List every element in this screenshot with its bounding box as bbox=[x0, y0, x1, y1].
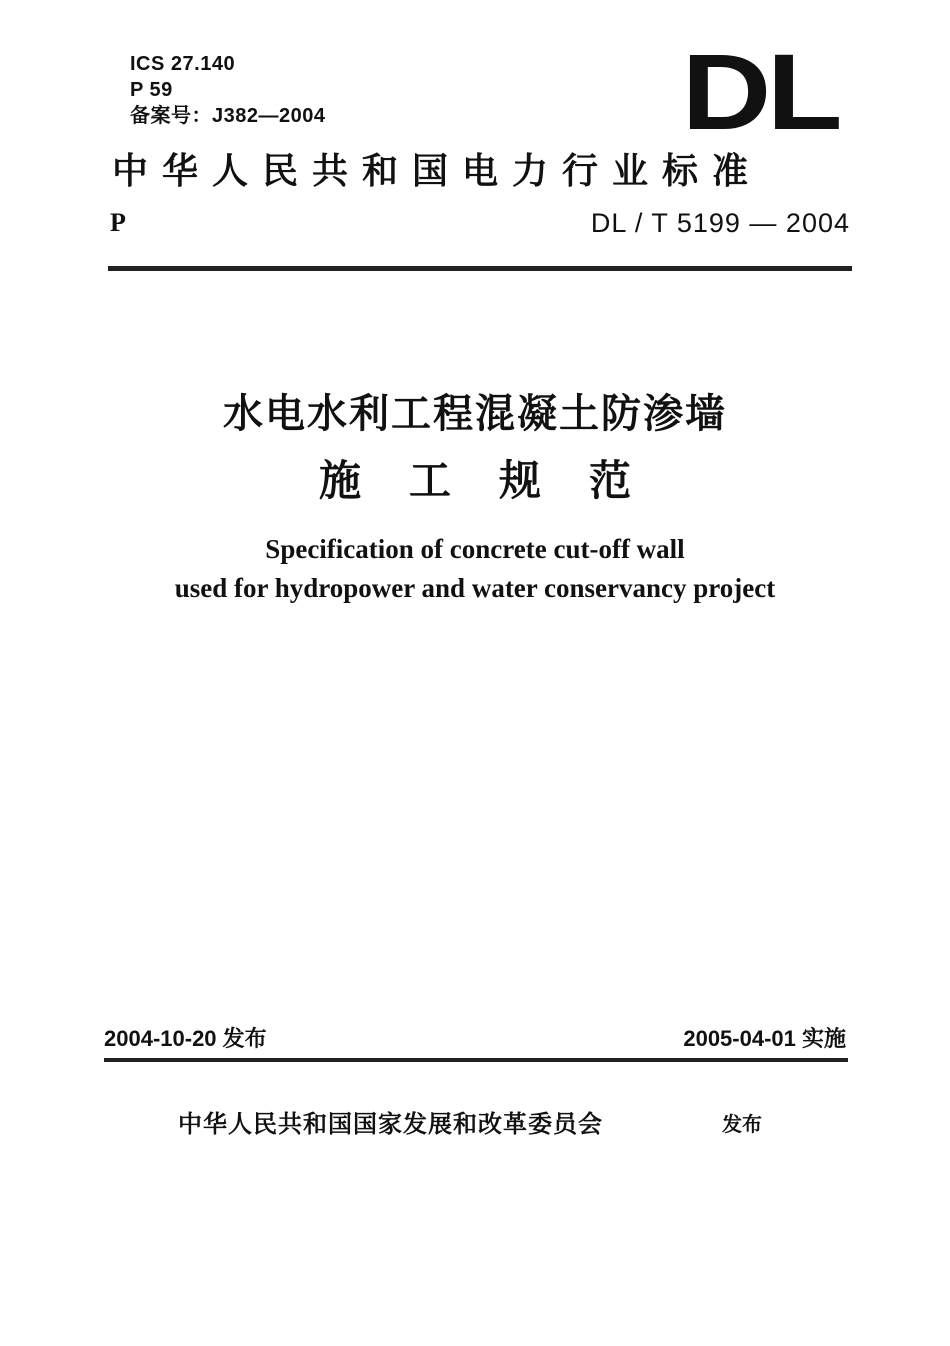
publisher-name: 中华人民共和国国家发展和改革委员会 bbox=[178, 1110, 603, 1138]
title-chinese-line-1: 水电水利工程混凝土防渗墙 bbox=[223, 391, 727, 437]
top-divider bbox=[108, 266, 852, 271]
industry-standard-heading: 中华人民共和国电力行业标准 bbox=[112, 151, 763, 192]
title-chinese-line-2: 施工规范 bbox=[318, 456, 679, 505]
classification-code: P 59 bbox=[130, 79, 173, 101]
title-english-line-1: Specification of concrete cut-off wall bbox=[265, 534, 685, 564]
publish-label: 发布 bbox=[722, 1112, 762, 1136]
record-number: 备案号：J382—2004 bbox=[130, 105, 326, 127]
ics-code: ICS 27.140 bbox=[130, 53, 236, 75]
standard-number: DL / T 5199 — 2004 bbox=[590, 208, 850, 238]
issue-date: 2004-10-20 发布 bbox=[104, 1026, 267, 1051]
bottom-divider bbox=[104, 1058, 848, 1062]
dl-logo: DL bbox=[681, 31, 838, 152]
title-english-line-2: used for hydropower and water conservancy project bbox=[174, 573, 776, 603]
class-letter: P bbox=[110, 208, 126, 237]
implementation-date: 2005-04-01 实施 bbox=[683, 1026, 846, 1051]
